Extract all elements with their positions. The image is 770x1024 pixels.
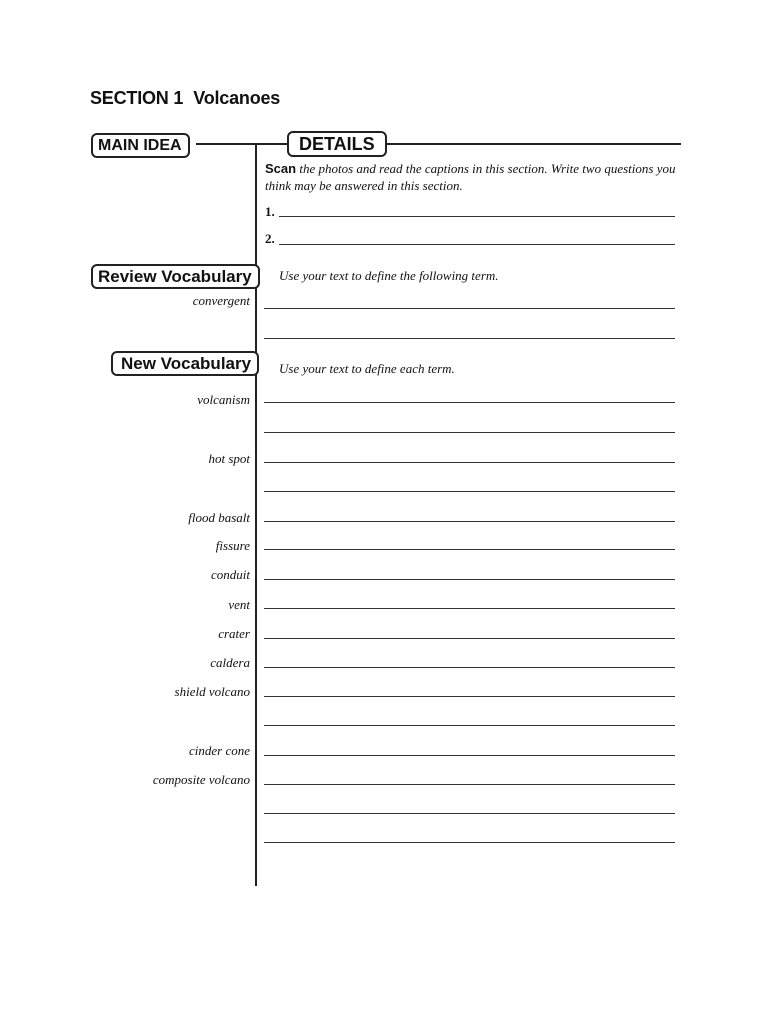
main-idea-header [91, 133, 190, 158]
term-vent: vent [228, 597, 250, 612]
scan-text: the photos and read the captions in this section. Write two questions you think may be answered in this section. [265, 161, 676, 193]
scan-lead: Scan [265, 161, 297, 176]
scan-instruction [265, 160, 685, 194]
term-fissure: fissure [215, 538, 250, 553]
term-composite-volcano: composite volcano [152, 772, 250, 787]
definition-line[interactable] [264, 638, 675, 639]
question-number-2: 2. [265, 231, 275, 246]
new-vocabulary-label: New Vocabulary [121, 354, 252, 373]
definition-line[interactable] [264, 755, 675, 756]
question-answer-line[interactable] [279, 244, 675, 245]
page-title [90, 88, 280, 109]
main-idea-label: MAIN IDEA [98, 137, 182, 154]
definition-line[interactable] [264, 432, 675, 433]
review-vocabulary-label: Review Vocabulary [98, 267, 252, 286]
section-name: Volcanoes [193, 88, 281, 108]
definition-line[interactable] [264, 784, 675, 785]
review-instruction: Use your text to define the following term. [279, 268, 499, 283]
definition-line[interactable] [264, 308, 675, 309]
column-divider [255, 143, 257, 886]
term-hot-spot: hot spot [208, 451, 250, 466]
definition-line[interactable] [264, 842, 675, 843]
term-convergent: convergent [192, 293, 250, 308]
term-caldera: caldera [210, 655, 250, 670]
question-answer-line[interactable] [279, 216, 675, 217]
term-shield-volcano: shield volcano [174, 684, 250, 699]
definition-line[interactable] [264, 696, 675, 697]
new-instruction: Use your text to define each term. [279, 361, 455, 376]
review-vocabulary-header [91, 264, 260, 289]
definition-line[interactable] [264, 491, 675, 492]
term-flood-basalt: flood basalt [188, 510, 250, 525]
new-vocabulary-header [111, 351, 259, 376]
details-rule [385, 143, 681, 145]
details-label: DETAILS [299, 134, 375, 154]
definition-line[interactable] [264, 667, 675, 668]
definition-line[interactable] [264, 725, 675, 726]
term-volcanism: volcanism [197, 392, 250, 407]
definition-line[interactable] [264, 338, 675, 339]
definition-line[interactable] [264, 549, 675, 550]
definition-line[interactable] [264, 402, 675, 403]
term-crater: crater [218, 626, 250, 641]
definition-line[interactable] [264, 579, 675, 580]
definition-line[interactable] [264, 521, 675, 522]
term-conduit: conduit [211, 567, 250, 582]
definition-line[interactable] [264, 608, 675, 609]
main-idea-connector [196, 143, 288, 145]
section-label: SECTION 1 [90, 88, 184, 108]
definition-line[interactable] [264, 813, 675, 814]
question-number-1: 1. [265, 204, 275, 219]
details-header [287, 131, 387, 157]
definition-line[interactable] [264, 462, 675, 463]
term-cinder-cone: cinder cone [188, 743, 250, 758]
